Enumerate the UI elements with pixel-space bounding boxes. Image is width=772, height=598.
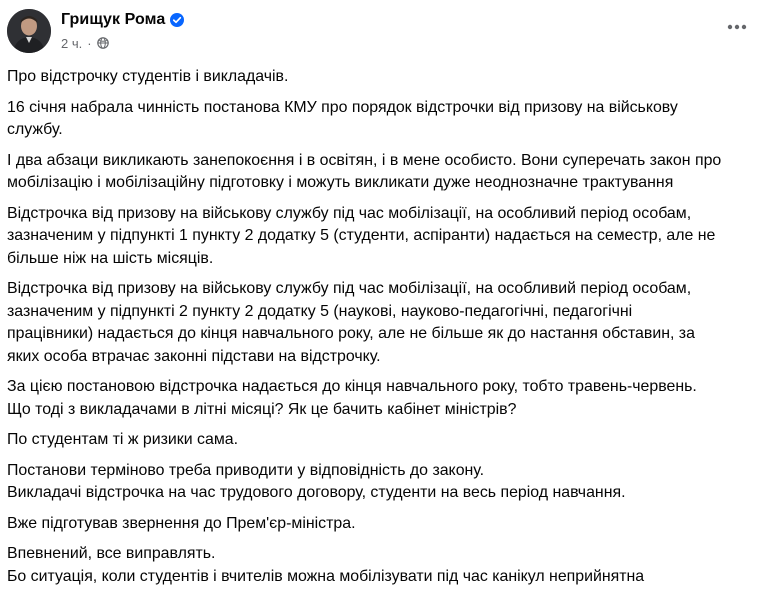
post-paragraph: Відстрочка від призову на військову службу під час мобілізації, на особливий період особам, зазначеним у підпункті 2 пункту 2 додатку 5 (наукові, науково-педагогічні, педагогічні працівники) надається до кінця навчального року, але не більше як до настання обставин, за яких особа втрачає законні підстави на відстрочку. — [7, 280, 695, 365]
post-paragraph: По студентам ті ж ризики сама. — [7, 431, 239, 448]
post-header — [7, 9, 767, 55]
post-paragraph: За цією постановою відстрочка надається до кінця навчального року, тобто травень-червень. Що тоді з викладачами в літні місяці? Як це бачить кабінет міністрів? — [7, 378, 697, 418]
meta-separator: · — [87, 35, 92, 51]
author-block — [61, 9, 184, 53]
post-paragraph: 16 січня набрала чинність постанова КМУ про порядок відстрочки від призову на військову службу. — [7, 98, 678, 138]
globe-icon[interactable] — [97, 37, 109, 49]
verified-badge-icon — [170, 13, 184, 27]
author-name[interactable]: Грищук Рома — [61, 11, 166, 28]
post-timestamp[interactable]: 2 ч. — [61, 35, 83, 51]
post-paragraph-title: Про відстрочку студентів і викладачів. — [7, 68, 289, 85]
avatar-portrait-icon — [7, 9, 51, 53]
post-body — [7, 66, 767, 596]
post-paragraph: І два абзаци викликають занепокоєння і в освітян, і в мене особисто. Вони суперечать закон про мобілізацію і мобілізаційну підготовку і можуть викликати дуже неоднозначне трактування — [7, 151, 722, 191]
post-paragraph: Впевнений, все виправлять. Бо ситуація, коли студентів і вчителів можна мобілізувати під час канікул неприйнятна — [7, 545, 645, 585]
author-avatar[interactable] — [7, 9, 51, 53]
post-paragraph: Постанови терміново треба приводити у відповідність до закону. Викладачі відстрочка на час трудового договору, студенти на весь період навчання. — [7, 461, 626, 501]
more-horizontal-icon[interactable] — [725, 15, 749, 39]
post-meta — [61, 33, 184, 53]
author-line — [61, 9, 184, 31]
post-paragraph: Вже підготував звернення до Прем'єр-міністра. — [7, 514, 356, 532]
post-paragraph: Відстрочка від призову на військову службу під час мобілізації, на особливий період особам, зазначеним у підпункті 1 пункту 2 додатку 5 (студенти, аспіранти) надається на семестр, але не більше ніж на шість місяців. — [7, 204, 716, 267]
